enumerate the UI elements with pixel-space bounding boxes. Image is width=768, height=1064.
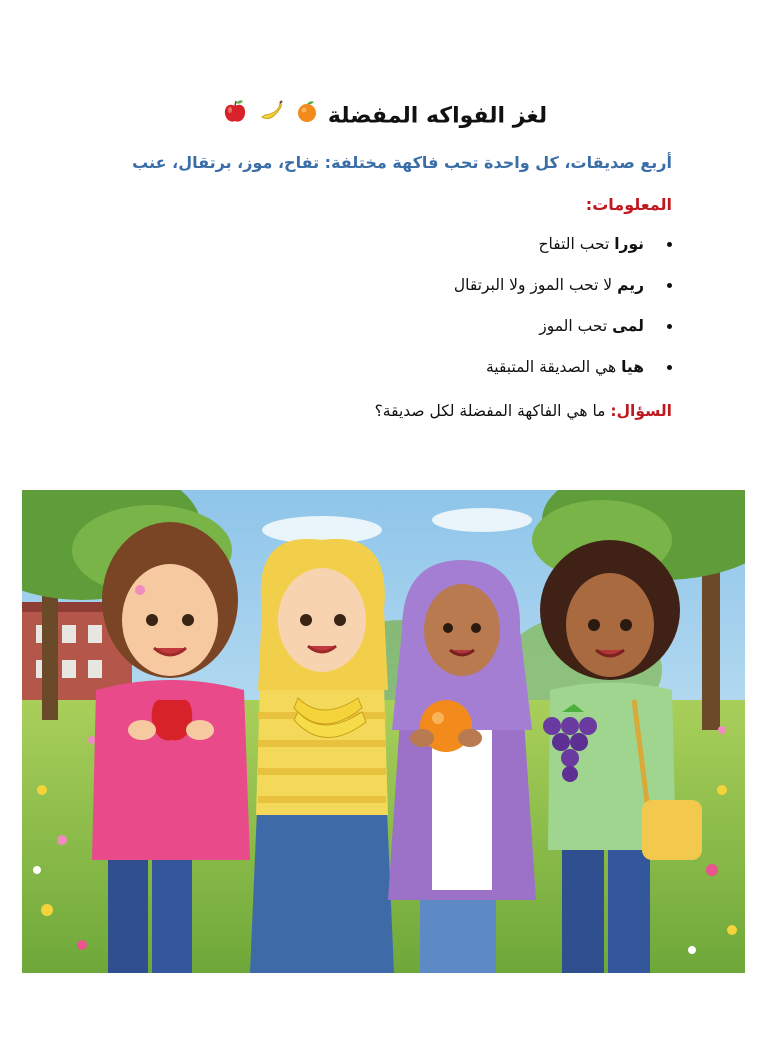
clue-name: هيا — [621, 358, 644, 376]
question-label: السؤال: — [610, 402, 672, 420]
bullet — [667, 365, 672, 370]
clues-list — [272, 230, 672, 394]
question — [375, 398, 672, 424]
title-text: لغز الفواكه المفضلة — [327, 103, 548, 129]
page-title — [0, 98, 768, 135]
clue-text: تحب التفاح — [538, 235, 615, 253]
clue-text: تحب الموز — [539, 317, 613, 335]
info-heading: المعلومات: — [585, 195, 672, 214]
question-text: ما هي الفاكهة المفضلة لكل صديقة؟ — [374, 402, 611, 420]
yellow-bag — [642, 800, 702, 860]
list-item — [272, 312, 672, 353]
bullet — [667, 324, 672, 329]
banana-icon — [259, 99, 285, 134]
list-item — [272, 271, 672, 312]
apple-icon — [223, 98, 247, 135]
intro-text: أربع صديقات، كل واحدة تحب فاكهة مختلفة: تفاح، موز، برتقال، عنب — [132, 153, 672, 172]
clue-name: ريم — [617, 276, 644, 294]
clue-name: لمى — [612, 317, 644, 335]
bullet — [667, 242, 672, 247]
girl-with-bananas — [250, 539, 394, 973]
clue-name: نورا — [614, 235, 644, 253]
list-item — [272, 353, 672, 394]
bullet — [667, 283, 672, 288]
orange-icon — [296, 99, 318, 134]
clue-text: هي الصديقة المتبقية — [485, 358, 622, 376]
list-item — [272, 230, 672, 271]
girls-illustration — [22, 490, 745, 973]
clue-text: لا تحب الموز ولا البرتقال — [453, 276, 618, 294]
